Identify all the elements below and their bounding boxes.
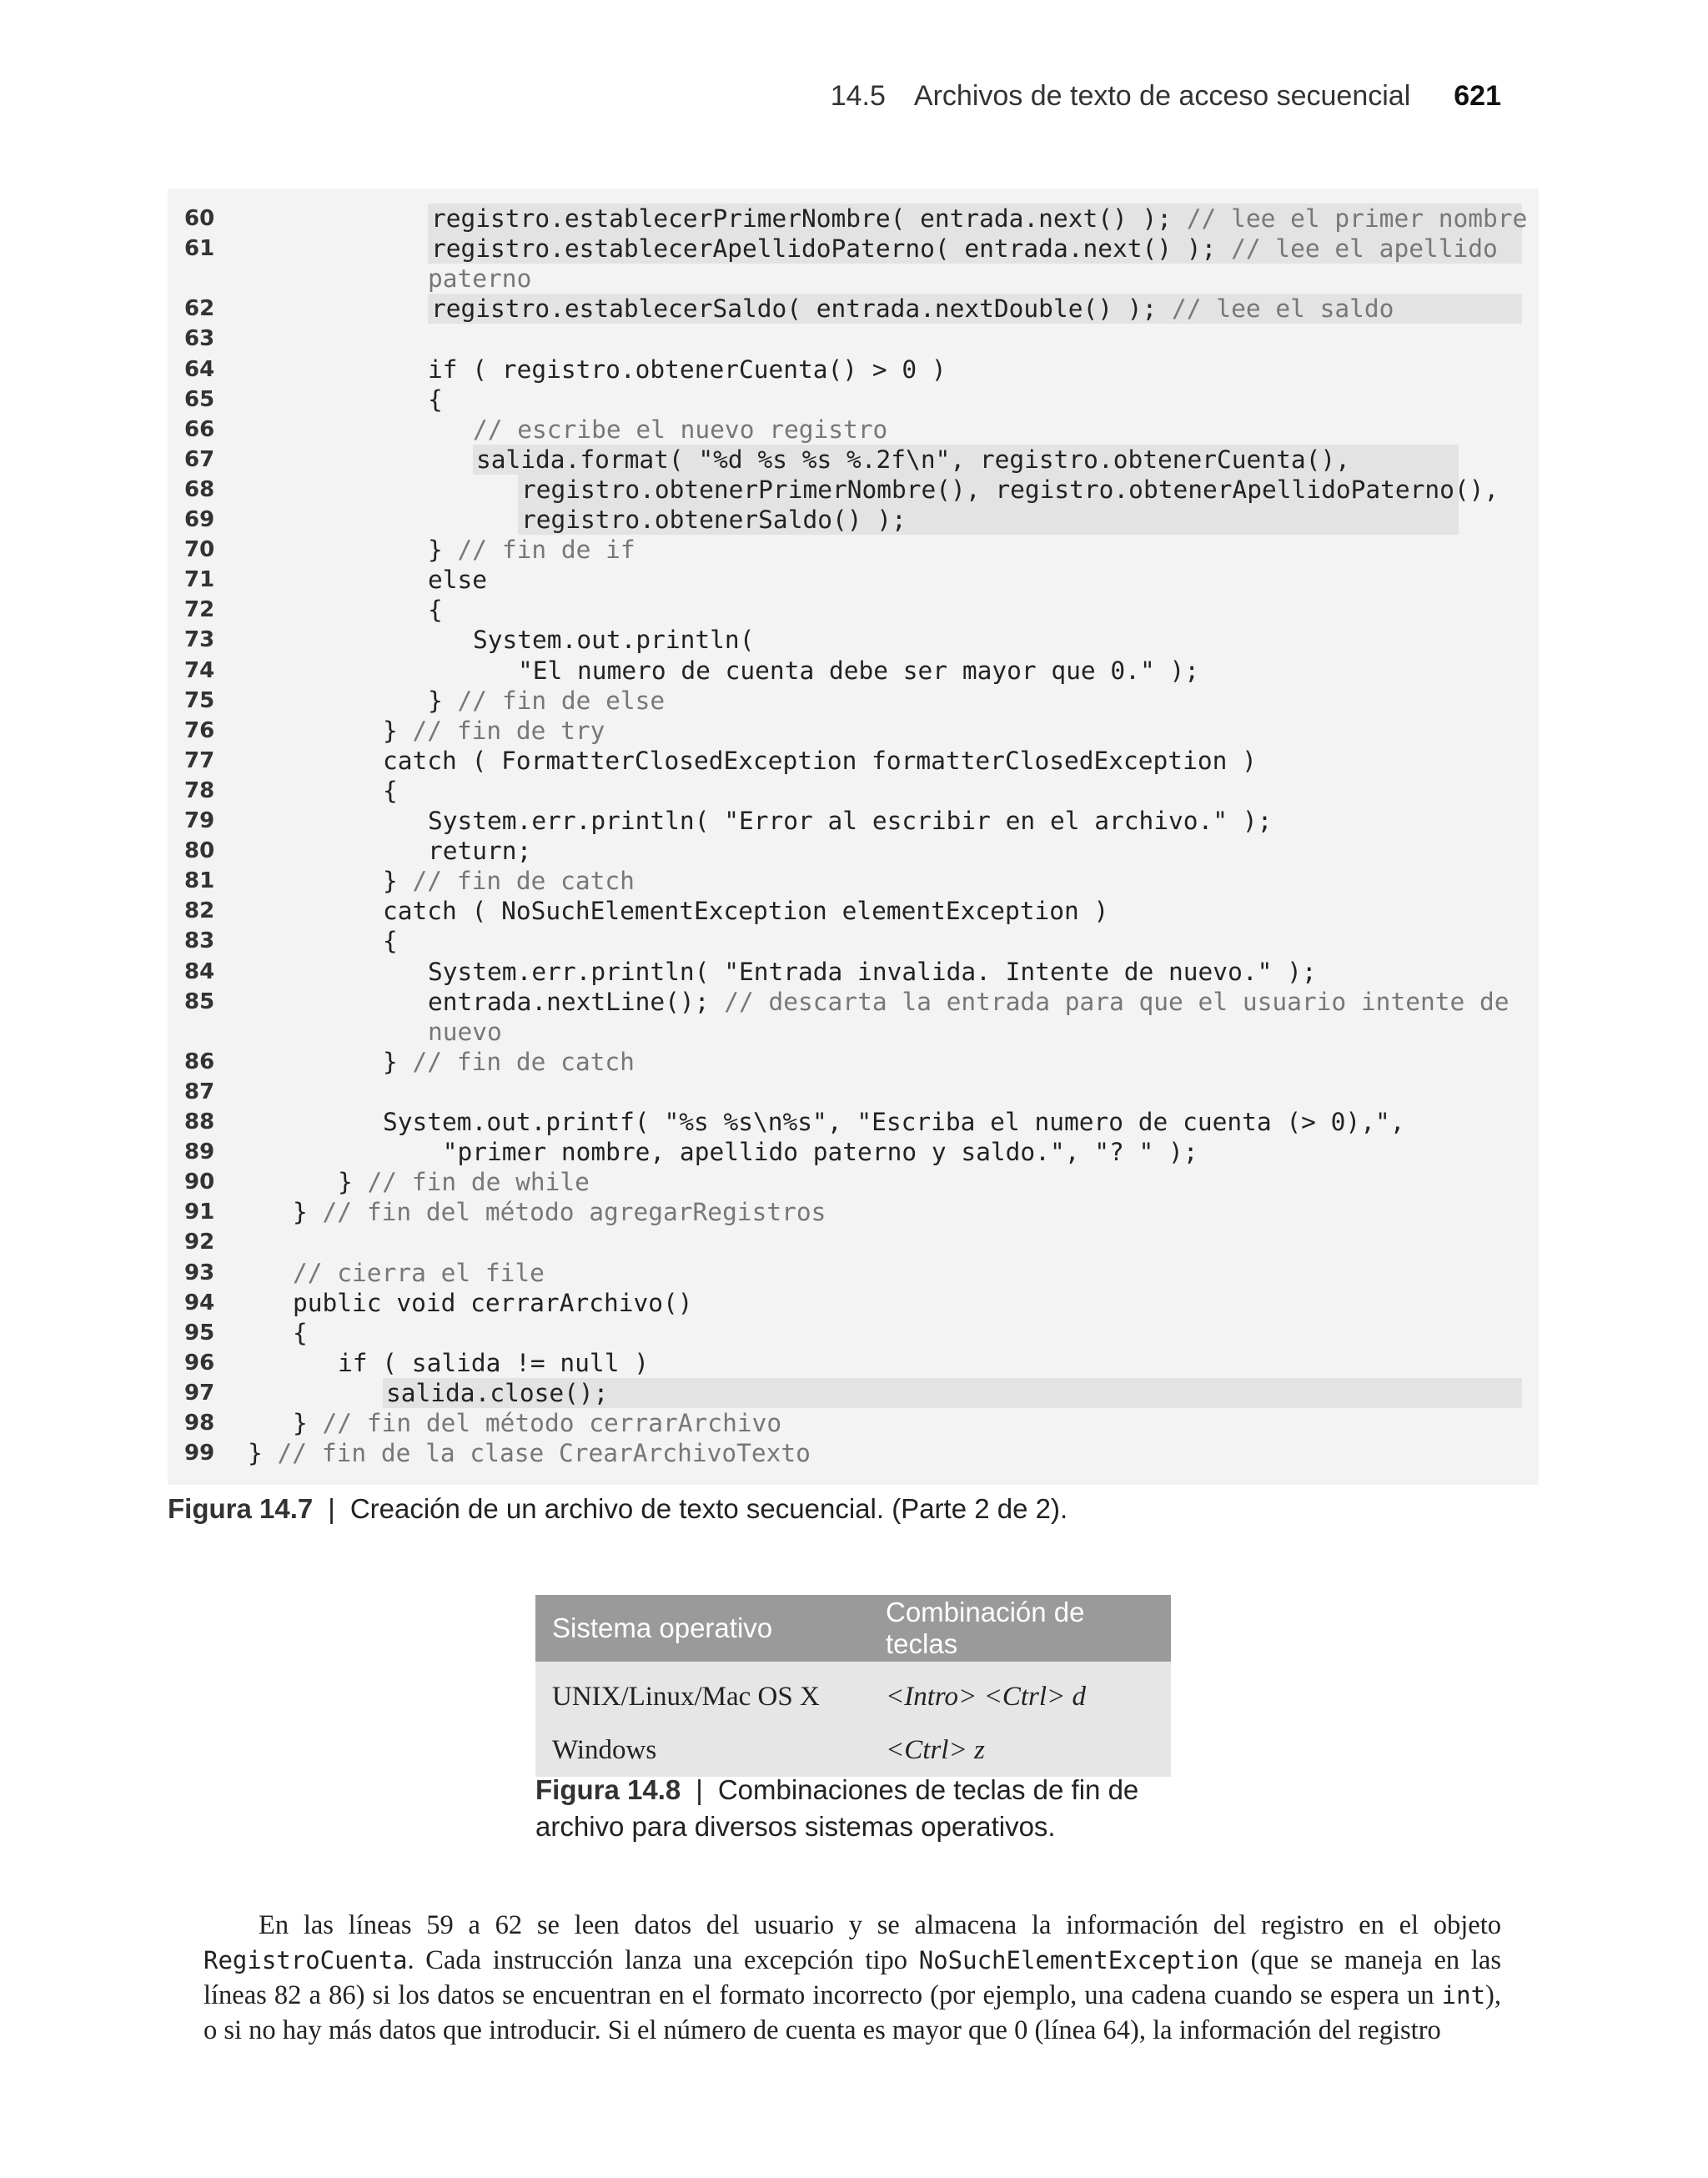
code-line	[168, 475, 1539, 505]
table-cell-os: UNIX/Linux/Mac OS X	[535, 1662, 869, 1723]
table-cell-keys: <Ctrl> z	[869, 1723, 1171, 1777]
column-header-os: Sistema operativo	[535, 1595, 869, 1662]
code-text	[473, 415, 887, 445]
code-line	[168, 836, 1539, 866]
line-number: 66	[184, 416, 215, 442]
table-row	[535, 1662, 1171, 1723]
code-statement: {	[293, 1318, 308, 1347]
code-line	[168, 746, 1539, 776]
code-comment: nuevo	[428, 1017, 502, 1046]
code-statement: }	[248, 1439, 278, 1468]
line-number: 73	[184, 627, 215, 653]
paragraph	[203, 1908, 1501, 2048]
code-comment: // fin de catch	[412, 867, 635, 896]
code-text	[383, 1107, 1404, 1137]
code-comment: // fin de try	[412, 716, 605, 745]
line-number: 89	[184, 1139, 215, 1165]
code-text	[473, 445, 1459, 475]
code-statement: registro.establecerPrimerNombre( entrada.next() );	[431, 204, 1187, 234]
code-comment: // fin de la clase CrearArchivoTexto	[277, 1439, 811, 1468]
line-number: 78	[184, 777, 215, 803]
page-number: 621	[1454, 80, 1501, 112]
line-number: 79	[184, 808, 215, 834]
caption-text: Combinaciones de teclas de fin de archivo para diversos sistemas operativos.	[535, 1774, 1139, 1842]
code-statement: {	[428, 385, 443, 414]
code-statement: salida.close();	[386, 1378, 609, 1407]
code-text	[518, 505, 1459, 535]
code-statement: return;	[428, 837, 532, 866]
caption-text: Creación de un archivo de texto secuencial. (Parte 2 de 2).	[349, 1493, 1068, 1524]
code-text	[248, 1438, 811, 1468]
code-line	[168, 1107, 1539, 1137]
code-text	[428, 234, 1522, 264]
code-line	[168, 987, 1539, 1017]
code-line	[168, 896, 1539, 926]
code-text	[428, 987, 1510, 1017]
code-line	[168, 1167, 1539, 1197]
code-text	[428, 1137, 1198, 1167]
code-text	[338, 1167, 590, 1197]
line-number: 70	[184, 537, 215, 563]
line-number: 93	[184, 1260, 215, 1285]
code-text	[338, 1348, 649, 1378]
code-line	[168, 264, 1539, 294]
code-line	[168, 294, 1539, 324]
code-statement: }	[338, 1168, 368, 1197]
code-statement: }	[293, 1198, 323, 1227]
code-text	[428, 294, 1522, 324]
table-cell-os: Windows	[535, 1723, 869, 1777]
code-line	[168, 204, 1539, 234]
line-number: 60	[184, 206, 215, 232]
figure-label: Figura 14.8	[535, 1774, 681, 1805]
code-statement: }	[383, 1047, 413, 1076]
code-statement: {	[383, 927, 398, 956]
line-number: 95	[184, 1320, 215, 1346]
line-number: 61	[184, 236, 215, 262]
code-line	[168, 1408, 1539, 1438]
figure-label: Figura 14.7	[168, 1493, 314, 1524]
line-number: 64	[184, 356, 215, 382]
line-number: 90	[184, 1169, 215, 1195]
code-text	[428, 595, 443, 625]
inline-code: NoSuchElementException	[918, 1946, 1239, 1974]
inline-code: int	[1441, 1981, 1486, 2009]
line-number: 63	[184, 326, 215, 352]
code-text	[383, 776, 398, 806]
code-text	[518, 475, 1500, 505]
code-statement: System.out.println(	[473, 626, 755, 655]
code-statement: System.err.println( "Error al escribir en el archivo." );	[428, 807, 1273, 836]
code-statement: registro.establecerSaldo( entrada.nextDouble() );	[431, 294, 1173, 324]
code-statement: }	[293, 1409, 323, 1438]
code-line	[168, 1137, 1539, 1167]
code-listing	[168, 189, 1539, 1485]
line-number: 86	[184, 1049, 215, 1074]
line-number: 62	[184, 296, 215, 322]
code-text	[383, 716, 605, 746]
code-statement: {	[383, 776, 398, 805]
code-text	[293, 1318, 308, 1348]
text-run: En las líneas 59 a 62 se leen datos del usuario y se almacena la información del registro en el objeto	[259, 1910, 1501, 1940]
line-number: 97	[184, 1380, 215, 1406]
code-statement: if ( salida != null )	[338, 1348, 649, 1377]
code-statement: else	[428, 566, 488, 595]
line-number: 67	[184, 446, 215, 472]
line-number: 98	[184, 1411, 215, 1436]
text-run: (que se maneja en las líneas 82 a 86) si los datos se encuentran en el formato incorrecto (por ejemplo, una cadena cuando se espera un	[203, 1945, 1501, 2010]
code-line	[168, 385, 1539, 415]
line-number: 71	[184, 567, 215, 593]
code-line	[168, 234, 1539, 264]
code-text	[428, 385, 443, 415]
line-number: 99	[184, 1441, 215, 1466]
code-statement: }	[383, 867, 413, 896]
code-text	[428, 264, 531, 294]
code-text	[428, 836, 531, 866]
line-number: 94	[184, 1290, 215, 1315]
code-comment: // lee el primer nombre	[1186, 204, 1528, 234]
code-line	[168, 1197, 1539, 1227]
line-number: 96	[184, 1350, 215, 1376]
code-text	[293, 1408, 781, 1438]
code-line	[168, 625, 1539, 655]
code-line	[168, 324, 1539, 354]
code-statement: registro.obtenerPrimerNombre(), registro.obtenerApellidoPaterno(),	[521, 475, 1500, 504]
code-comment: // fin de catch	[412, 1047, 635, 1076]
code-line	[168, 866, 1539, 896]
line-number: 72	[184, 597, 215, 623]
code-statement: entrada.nextLine();	[428, 987, 725, 1016]
line-number: 88	[184, 1109, 215, 1135]
line-number: 81	[184, 868, 215, 894]
code-comment: // fin del método agregarRegistros	[322, 1198, 826, 1227]
code-comment: // fin de else	[457, 686, 666, 715]
code-text	[518, 656, 1199, 686]
line-number: 77	[184, 747, 215, 773]
code-text	[428, 535, 635, 565]
line-number: 91	[184, 1200, 215, 1225]
column-header-keys: Combinación de teclas	[869, 1595, 1171, 1662]
code-comment: // lee el apellido	[1231, 234, 1498, 264]
code-line	[168, 1348, 1539, 1378]
code-comment: // fin del método cerrarArchivo	[322, 1409, 782, 1438]
code-statement: salida.format( "%d %s %s %.2f\n", registro.obtenerCuenta(),	[476, 445, 1350, 474]
code-text	[383, 1378, 1522, 1408]
line-number: 69	[184, 507, 215, 533]
inline-code: RegistroCuenta	[203, 1946, 408, 1974]
code-text	[428, 565, 487, 595]
line-number: 87	[184, 1079, 215, 1104]
line-number: 92	[184, 1230, 215, 1255]
eof-keys-table	[535, 1595, 1171, 1777]
code-comment: // fin de while	[367, 1168, 590, 1197]
code-text	[428, 355, 947, 385]
code-statement: "primer nombre, apellido paterno y saldo.", "? " );	[428, 1138, 1198, 1167]
code-statement: catch ( FormatterClosedException formatterClosedException )	[383, 746, 1257, 775]
line-number: 85	[184, 988, 215, 1014]
code-text	[383, 926, 398, 956]
code-statement: "El numero de cuenta debe ser mayor que 0." );	[518, 656, 1199, 685]
caption-separator: |	[696, 1774, 703, 1805]
code-line	[168, 595, 1539, 625]
code-line	[168, 1047, 1539, 1077]
code-text	[293, 1258, 545, 1288]
code-statement: registro.establecerApellidoPaterno( entrada.next() );	[431, 234, 1232, 264]
text-run: . Cada instrucción lanza una excepción tipo	[407, 1945, 919, 1975]
code-line	[168, 1438, 1539, 1468]
code-line	[168, 656, 1539, 686]
line-number: 83	[184, 928, 215, 954]
code-comment: // escribe el nuevo registro	[473, 415, 888, 444]
code-statement: System.err.println( "Entrada invalida. Intente de nuevo." );	[428, 957, 1317, 986]
code-text	[428, 204, 1528, 234]
code-statement: }	[428, 686, 458, 715]
code-line	[168, 565, 1539, 595]
code-text	[473, 625, 754, 655]
code-text	[383, 746, 1257, 776]
line-number: 65	[184, 386, 215, 412]
code-line	[168, 415, 1539, 445]
code-text	[428, 806, 1272, 836]
code-comment: // fin de if	[457, 536, 635, 565]
code-text	[428, 686, 665, 716]
body-text	[203, 1908, 1501, 2048]
code-line	[168, 1288, 1539, 1318]
line-number: 84	[184, 958, 215, 984]
section-title: Archivos de texto de acceso secuencial	[913, 80, 1411, 112]
code-statement: }	[383, 716, 413, 745]
code-line	[168, 957, 1539, 987]
figure-14-7-caption	[168, 1493, 1068, 1525]
code-line	[168, 686, 1539, 716]
figure-14-8-caption	[535, 1772, 1171, 1845]
code-statement: {	[428, 596, 443, 625]
code-text	[428, 1017, 502, 1047]
table-row	[535, 1723, 1171, 1777]
code-statement: }	[428, 536, 458, 565]
code-statement: public void cerrarArchivo()	[293, 1288, 693, 1317]
code-line	[168, 355, 1539, 385]
code-line	[168, 716, 1539, 746]
code-text	[383, 1047, 635, 1077]
running-head	[831, 80, 1501, 122]
code-comment: paterno	[428, 264, 532, 294]
code-text	[293, 1288, 693, 1318]
code-text	[293, 1197, 826, 1227]
code-comment: // descarta la entrada para que el usuario intente de	[724, 987, 1510, 1016]
code-line	[168, 1227, 1539, 1257]
code-statement: if ( registro.obtenerCuenta() > 0 )	[428, 355, 947, 384]
code-line	[168, 1077, 1539, 1107]
code-statement: registro.obtenerSaldo() );	[521, 506, 907, 535]
section-number: 14.5	[830, 80, 886, 112]
code-statement: catch ( NoSuchElementException elementException )	[383, 897, 1109, 926]
line-number: 68	[184, 476, 215, 502]
line-number: 80	[184, 838, 215, 864]
code-line	[168, 776, 1539, 806]
text-run: ), o si no hay más datos que introducir. Si el número de cuenta es mayor que 0 (línea 64), la información del registro	[203, 1980, 1501, 2045]
code-text	[428, 957, 1317, 987]
code-line	[168, 445, 1539, 475]
line-number: 82	[184, 898, 215, 924]
code-statement: System.out.printf( "%s %s\n%s", "Escriba el numero de cuenta (> 0),",	[383, 1108, 1405, 1137]
code-line	[168, 1378, 1539, 1408]
code-line	[168, 1017, 1539, 1047]
table-header-row	[535, 1595, 1171, 1662]
code-line	[168, 926, 1539, 956]
line-number: 75	[184, 687, 215, 713]
code-line	[168, 806, 1539, 836]
line-number: 76	[184, 717, 215, 743]
table-cell-keys: <Intro> <Ctrl> d	[869, 1662, 1171, 1723]
line-number: 74	[184, 657, 215, 683]
code-comment: // cierra el file	[293, 1258, 545, 1287]
code-text	[383, 866, 635, 896]
code-line	[168, 535, 1539, 565]
code-line	[168, 1318, 1539, 1348]
code-line	[168, 1258, 1539, 1288]
code-comment: // lee el saldo	[1172, 294, 1394, 324]
caption-separator: |	[328, 1493, 335, 1524]
code-line	[168, 505, 1539, 535]
code-text	[383, 896, 1108, 926]
